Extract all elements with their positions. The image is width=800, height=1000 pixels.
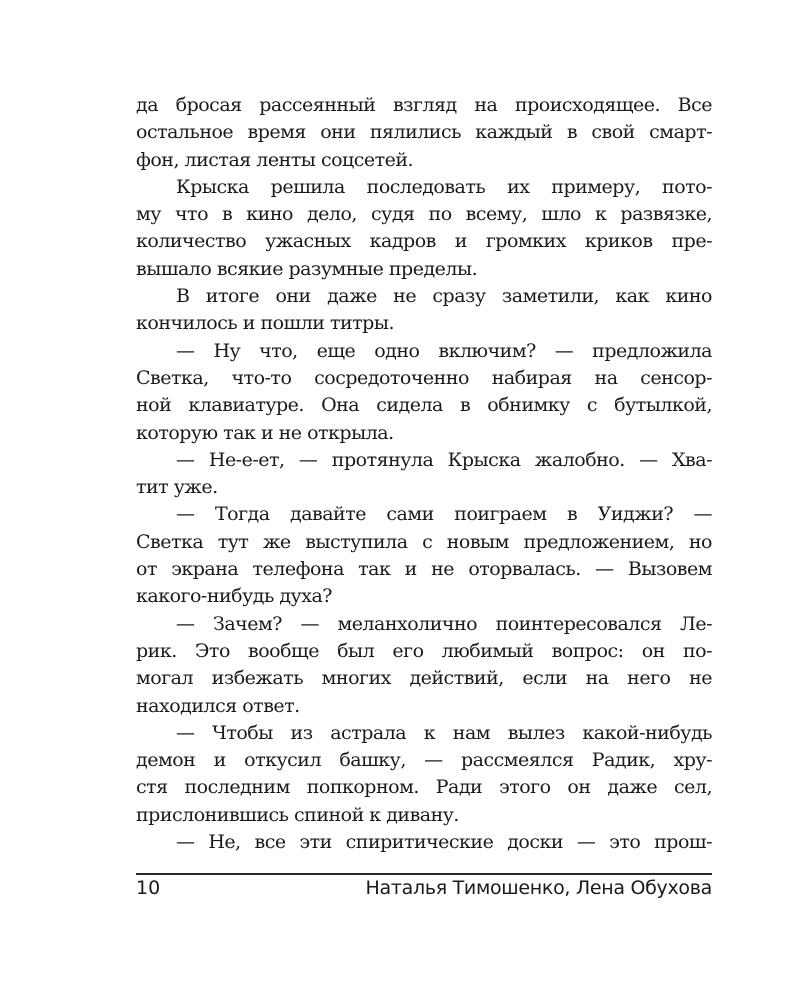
text-line: демон и откусил башку, — рассмеялся Радик, хру- bbox=[136, 749, 712, 772]
text-line: прислонившись спиной к дивану. bbox=[136, 803, 459, 826]
text-line: которую так и не открыла. bbox=[136, 421, 394, 444]
text-line: рик. Это вообще был его любимый вопрос: он по- bbox=[136, 639, 712, 662]
text-line: — Не-е-ет, — протянула Крыска жалобно. — Хва- bbox=[176, 448, 712, 471]
text-line: — Чтобы из астрала к нам вылез какой-нибудь bbox=[176, 721, 712, 744]
text-line: кончилось и пошли титры. bbox=[136, 312, 394, 335]
text-line: В итоге они даже не сразу заметили, как кино bbox=[176, 285, 712, 308]
text-line: Светка тут же выступила с новым предложением, но bbox=[136, 530, 712, 553]
footer-divider bbox=[136, 873, 712, 875]
text-line: Крыска решила последовать их примеру, пото- bbox=[176, 175, 712, 198]
text-line: Светка, что-то сосредоточенно набирая на сенсор- bbox=[136, 366, 712, 389]
text-line: от экрана телефона так и не оторвалась. — Вызовем bbox=[136, 558, 712, 581]
text-line: — Зачем? — меланхолично поинтересовался Ле- bbox=[176, 612, 712, 635]
page-number: 10 bbox=[136, 877, 161, 899]
text-line: — Ну что, еще одно включим? — предложила bbox=[176, 339, 712, 362]
text-line: остальное время они пялились каждый в свой смарт- bbox=[136, 121, 712, 144]
running-footer-authors: Наталья Тимошенко, Лена Обухова bbox=[365, 877, 712, 899]
text-line: — Не, все эти спиритические доски — это прош- bbox=[176, 831, 712, 854]
text-line: вышало всякие разумные пределы. bbox=[136, 257, 478, 280]
text-line: находился ответ. bbox=[136, 694, 300, 717]
text-line: ной клавиатуре. Она сидела в обнимку с бутылкой, bbox=[136, 394, 712, 417]
body-text bbox=[136, 92, 712, 856]
text-line: какого-нибудь духа? bbox=[136, 585, 332, 608]
text-line: могал избежать многих действий, если на него не bbox=[136, 667, 712, 690]
text-line: му что в кино дело, судя по всему, шло к развязке, bbox=[136, 203, 712, 226]
text-line: — Тогда давайте сами поиграем в Уиджи? — bbox=[176, 503, 712, 526]
text-line: да бросая рассеянный взгляд на происходящее. Все bbox=[136, 94, 712, 116]
text-line: фон, листая ленты соцсетей. bbox=[136, 148, 414, 171]
text-line: количество ужасных кадров и громких криков пре- bbox=[136, 230, 712, 253]
text-line: стя последним попкорном. Ради этого он даже сел, bbox=[136, 776, 712, 799]
text-line: тит уже. bbox=[136, 476, 218, 499]
